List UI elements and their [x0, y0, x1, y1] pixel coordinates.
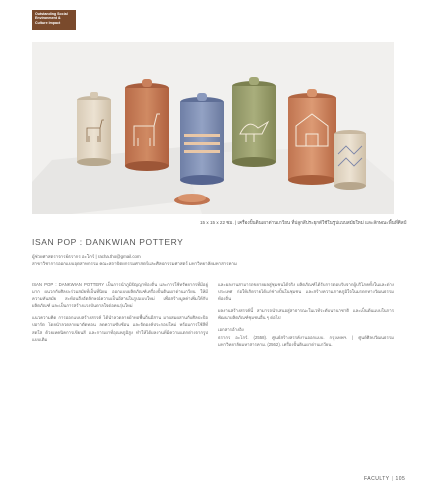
- paragraph: ISAN POP : DANKWIAN POTTERY เป็นการนำภูมิปัญญาท้องถิ่น และการใช้ทรัพยากรที่มีอยู่มาก ผนวกกับศิลปะร่วมสมัยที่เป็นที่นิยม ออกแบบผลิตภัณฑ์เครื่องปั้นดินเผาด่านเกวียน ให้มีความทันสมัย สะท้อนถึงอัตลักษณ์ความเป็นอีสานในรูปแบบใหม่ เพื่อสร้างมูลค่าเพิ่มให้กับผลิตภัณฑ์ และเป็นการสร้างแรงบันดาลใจต่อคนรุ่นใหม่: [32, 282, 208, 309]
- pottery-jar-5: [288, 89, 336, 185]
- pottery-jar-6: [334, 130, 366, 190]
- references: ธรากร อะโกร์. (2558). ศูนย์สร้างสรรค์งานออกแบบ. กรุงเทพฯ. | ศูนย์ศิลปวัฒนธรรม มหาวิทยาลัยมหาสารคาม. (2562). เครื่องปั้นดินเผาด่านเกวียน.: [218, 334, 394, 347]
- pottery-jar-3: [180, 93, 224, 185]
- pottery-jar-1: [77, 92, 111, 166]
- author-name: ผู้ช่วยศาสตราจารย์ธรากร อะโกร์ | racha.tho@gmail.com: [32, 254, 141, 259]
- section-tag: [32, 10, 76, 30]
- page-footer: FACULTY | 105: [364, 476, 406, 482]
- pottery-photo: [32, 42, 394, 214]
- pottery-jar-2: [125, 79, 169, 171]
- geometric-pattern-icon: [184, 134, 220, 153]
- paragraph: แนวความคิด การออกแบบสร้างสรรค์ ได้นำลวดลายผ้าทอพื้นถิ่นอีสาน มาผสมผสานกับศิลปะป๊อปอาร์ต โดยนำลวดลายมาตัดทอน ลดความซับซ้อน และจัดองค์ประกอบใหม่ พร้อมการใช้สีที่สดใส ด้วยเทคนิคการเขียนสี และการเผาที่อุณหภูมิสูง ทำให้ได้ผลงานที่มีความแตกต่างจากรูปแบบเดิม: [32, 315, 208, 342]
- pottery-illustration: [32, 42, 394, 214]
- paragraph: ผลงานสร้างสรรค์นี้ สามารถนำเสนอสู่สาธารณะในเวทีระดับนานาชาติ และเป็นต้นแบบในการพัฒนาผลิตภัณฑ์ชุมชนอื่น ๆ ต่อไป: [218, 308, 394, 321]
- section-tag-text: Outstanding Social Environment & Culture Impact: [35, 12, 68, 25]
- pottery-jar-4: [232, 77, 276, 167]
- right-column: [218, 281, 394, 353]
- author-affiliation: สาขาวิชาการออกแบบอุตสาหกรรม คณะสถาปัตยกรรมศาสตร์และศิลปกรรมศาสตร์ มหาวิทยาลัยมหาสารคาม: [32, 261, 237, 266]
- journal-name: FACULTY: [364, 476, 390, 482]
- paragraph: และผลงานสามารถขยายผลสู่ชุมชนได้จริง ผลิตภัณฑ์ได้รับการตอบรับจากผู้บริโภคทั้งในและต่างประเทศ ก่อให้เกิดรายได้แก่ช่างปั้นในชุมชน และสร้างความภาคภูมิใจในมรดกทางวัฒนธรรมท้องถิ่น: [218, 282, 394, 302]
- photo-caption: 15 x 15 x 22 ซม. | เครื่องปั้นดินเผาด่านเกวียน ที่ปลูกสีประยุกต์ใช้ในรูปแบบสมัยใหม่ และลักษณะพื้นที่ศิลป์: [200, 220, 407, 225]
- article-title: ISAN POP : DANKWIAN POTTERY: [32, 237, 184, 247]
- left-column: [32, 281, 208, 348]
- references-heading: เอกสารอ้างอิง: [218, 327, 244, 333]
- page-number: 105: [395, 476, 406, 482]
